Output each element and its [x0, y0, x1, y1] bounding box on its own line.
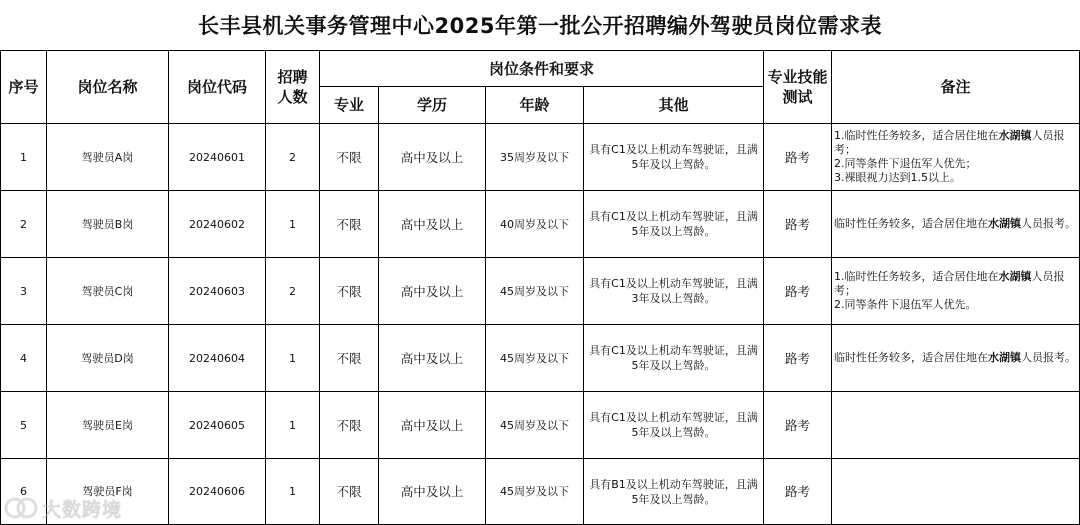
cell-count: 2 — [266, 258, 320, 325]
remark-text: 2.同等条件下退伍军人优先。 — [834, 298, 977, 311]
remark-line — [834, 157, 1076, 171]
cell-remarks — [832, 459, 1080, 525]
cell-position-code: 20240603 — [169, 258, 266, 325]
cell-education: 高中及以上 — [379, 459, 486, 525]
position-table — [0, 50, 1080, 525]
cell-skill-test: 路考 — [764, 459, 832, 525]
cell-education: 高中及以上 — [379, 392, 486, 459]
table-row — [1, 258, 1080, 325]
table-row — [1, 191, 1080, 258]
cell-other: 具有C1及以上机动车驾驶证，且满5年及以上驾龄。 — [584, 325, 764, 392]
header-other: 其他 — [584, 87, 764, 124]
cell-skill-test: 路考 — [764, 325, 832, 392]
cell-age: 45周岁及以下 — [486, 258, 584, 325]
remark-line — [834, 217, 1076, 231]
table-row — [1, 392, 1080, 459]
cell-major: 不限 — [320, 459, 379, 525]
cell-remarks — [832, 258, 1080, 325]
header-seq: 序号 — [1, 51, 47, 124]
remark-town: 水湖镇 — [988, 217, 1022, 230]
remark-line — [834, 171, 1076, 185]
remark-text: 3.裸眼视力达到1.5以上。 — [834, 171, 962, 184]
cell-other: 具有C1及以上机动车驾驶证，且满5年及以上驾龄。 — [584, 124, 764, 191]
cell-position-name: 驾驶员D岗 — [47, 325, 169, 392]
cell-remarks — [832, 392, 1080, 459]
watermark-logo-icon — [4, 495, 38, 521]
cell-remarks — [832, 325, 1080, 392]
cell-count: 1 — [266, 191, 320, 258]
cell-position-name: 驾驶员A岗 — [47, 124, 169, 191]
cell-skill-test: 路考 — [764, 191, 832, 258]
remark-town: 水湖镇 — [998, 270, 1032, 283]
cell-seq: 3 — [1, 258, 47, 325]
cell-major: 不限 — [320, 392, 379, 459]
cell-position-code: 20240602 — [169, 191, 266, 258]
remark-text: 临时性任务较多，适合居住地在 — [834, 217, 989, 230]
cell-skill-test: 路考 — [764, 258, 832, 325]
cell-position-name: 驾驶员F岗 — [47, 459, 169, 525]
table-row — [1, 459, 1080, 525]
header-skill-test-text: 专业技能测试 — [767, 68, 828, 106]
cell-age: 45周岁及以下 — [486, 325, 584, 392]
cell-age: 40周岁及以下 — [486, 191, 584, 258]
cell-seq: 4 — [1, 325, 47, 392]
cell-major: 不限 — [320, 325, 379, 392]
cell-seq: 6 — [1, 459, 47, 525]
watermark — [4, 492, 149, 524]
cell-other: 具有C1及以上机动车驾驶证，且满5年及以上驾龄。 — [584, 191, 764, 258]
cell-skill-test: 路考 — [764, 124, 832, 191]
remark-town: 水湖镇 — [988, 351, 1022, 364]
remark-town: 水湖镇 — [998, 129, 1032, 142]
table-row — [1, 124, 1080, 191]
cell-position-code: 20240606 — [169, 459, 266, 525]
cell-other: 具有C1及以上机动车驾驶证，且满5年及以上驾龄。 — [584, 392, 764, 459]
cell-position-code: 20240601 — [169, 124, 266, 191]
cell-age: 45周岁及以下 — [486, 392, 584, 459]
cell-count: 1 — [266, 392, 320, 459]
cell-education: 高中及以上 — [379, 258, 486, 325]
cell-remarks — [832, 124, 1080, 191]
remark-text: 1.临时性任务较多，适合居住地在 — [834, 129, 999, 142]
cell-count: 2 — [266, 124, 320, 191]
cell-seq: 5 — [1, 392, 47, 459]
cell-education: 高中及以上 — [379, 325, 486, 392]
remark-text-end: 人员报考； — [834, 270, 1065, 297]
remark-text: 2.同等条件下退伍军人优先； — [834, 157, 977, 170]
cell-education: 高中及以上 — [379, 191, 486, 258]
remark-text-end: 人员报考。 — [1021, 351, 1077, 364]
header-count — [266, 51, 320, 124]
remark-text-end: 人员报考； — [834, 129, 1065, 156]
cell-major: 不限 — [320, 191, 379, 258]
header-education: 学历 — [379, 87, 486, 124]
cell-other: 具有B1及以上机动车驾驶证，且满5年及以上驾龄。 — [584, 459, 764, 525]
cell-count: 1 — [266, 325, 320, 392]
cell-count: 1 — [266, 459, 320, 525]
cell-education: 高中及以上 — [379, 124, 486, 191]
header-major: 专业 — [320, 87, 379, 124]
header-conditions: 岗位条件和要求 — [320, 51, 764, 87]
remark-text-end: 人员报考。 — [1021, 217, 1077, 230]
header-age: 年龄 — [486, 87, 584, 124]
table-row — [1, 325, 1080, 392]
remark-text: 临时性任务较多，适合居住地在 — [834, 351, 989, 364]
cell-seq: 1 — [1, 124, 47, 191]
header-skill-test — [764, 51, 832, 124]
remark-line — [834, 351, 1076, 365]
cell-skill-test: 路考 — [764, 392, 832, 459]
cell-remarks — [832, 191, 1080, 258]
cell-position-name: 驾驶员E岗 — [47, 392, 169, 459]
cell-position-code: 20240604 — [169, 325, 266, 392]
remark-line — [834, 270, 1076, 298]
header-count-text: 招聘人数 — [277, 68, 308, 106]
cell-position-code: 20240605 — [169, 392, 266, 459]
cell-age: 45周岁及以下 — [486, 459, 584, 525]
cell-major: 不限 — [320, 258, 379, 325]
header-remarks: 备注 — [832, 51, 1080, 124]
watermark-text: 大数跨境 — [42, 498, 123, 521]
header-position-name: 岗位名称 — [47, 51, 169, 124]
cell-age: 35周岁及以下 — [486, 124, 584, 191]
cell-position-name: 驾驶员B岗 — [47, 191, 169, 258]
table-body — [1, 124, 1080, 525]
cell-major: 不限 — [320, 124, 379, 191]
remark-line — [834, 129, 1076, 157]
remark-line — [834, 298, 1076, 312]
header-position-code: 岗位代码 — [169, 51, 266, 124]
remark-text: 1.临时性任务较多，适合居住地在 — [834, 270, 999, 283]
cell-seq: 2 — [1, 191, 47, 258]
cell-position-name: 驾驶员C岗 — [47, 258, 169, 325]
page-title: 长丰县机关事务管理中心2025年第一批公开招聘编外驾驶员岗位需求表 — [198, 14, 882, 38]
cell-other: 具有C1及以上机动车驾驶证，且满3年及以上驾龄。 — [584, 258, 764, 325]
